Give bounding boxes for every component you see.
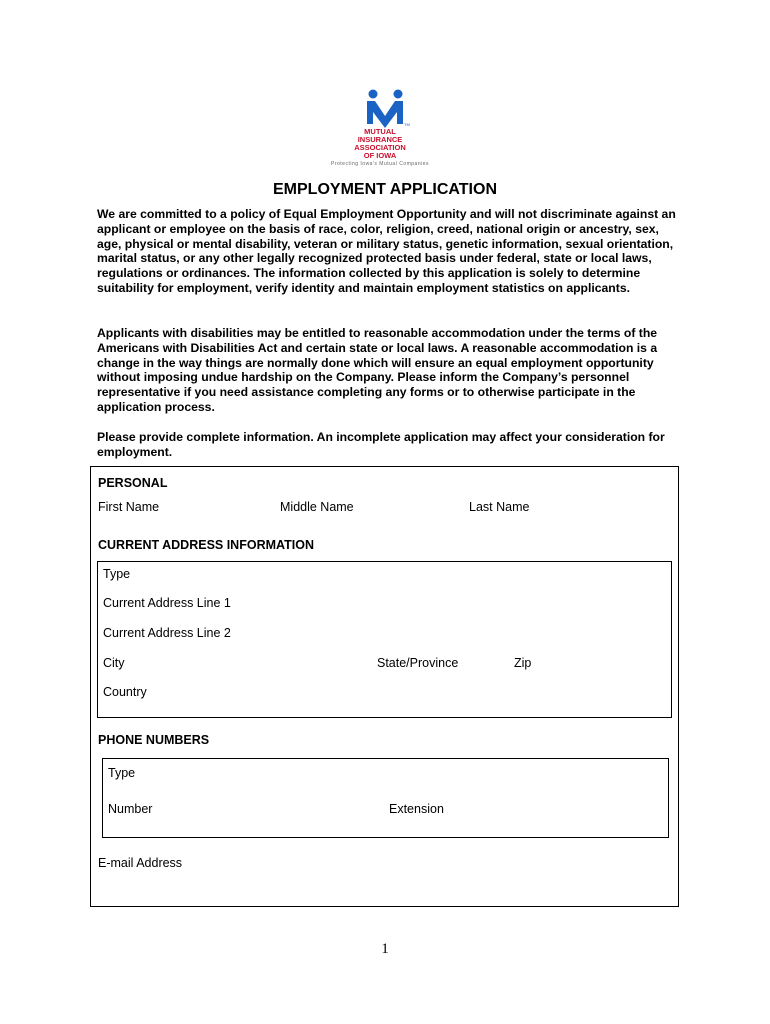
country-field[interactable]: Country xyxy=(103,685,147,699)
page-title: EMPLOYMENT APPLICATION xyxy=(273,181,497,198)
personal-heading: PERSONAL xyxy=(98,476,168,490)
eeo-statement: We are committed to a policy of Equal Employment Opportunity and will not discriminate against an applicant or employee on the basis of race, color, religion, creed, national origin or ancestry, sex, age, physical or mental disability, veteran or military status, genetic information, sexual orientation, marital status, or any other legally recognized protected basis under federal, state or local laws, regulations or ordinances. The information collected by this application is solely to determine suitability for employment, verify identity and maintain employment statistics on applicants. xyxy=(97,207,676,295)
first-name-field[interactable]: First Name xyxy=(98,500,160,514)
address-heading: CURRENT ADDRESS INFORMATION xyxy=(98,538,314,552)
phone-heading: PHONE NUMBERS xyxy=(98,733,210,747)
phone-type-field[interactable]: Type xyxy=(108,766,136,780)
company-logo xyxy=(318,88,442,170)
logo-tagline: Protecting Iowa's Mutual Companies xyxy=(331,161,429,167)
middle-name-field[interactable]: Middle Name xyxy=(280,500,354,514)
completeness-notice: Please provide complete information. An incomplete application may affect your consideration for employment. xyxy=(97,430,665,459)
phone-section xyxy=(102,758,669,838)
address-line1-field[interactable]: Current Address Line 1 xyxy=(103,596,231,610)
logo-line-2: INSURANCE xyxy=(357,135,403,144)
address-line2-field[interactable]: Current Address Line 2 xyxy=(103,626,231,640)
state-field[interactable]: State/Province xyxy=(377,656,459,670)
zip-field[interactable]: Zip xyxy=(514,656,532,670)
ada-statement: Applicants with disabilities may be entitled to reasonable accommodation under the terms of the Americans with Disabilities Act and certain state or local laws. A reasonable accommodation is a change in the way things are normally done which will ensure an equal employment opportunity without imposing undue hardship on the Company. Please inform the Company’s personnel representative if you need assistance completing any forms or to otherwise participate in the application process. xyxy=(97,326,658,414)
page-number: 1 xyxy=(381,941,389,957)
address-type-field[interactable]: Type xyxy=(103,567,131,581)
address-section xyxy=(97,561,672,718)
logo-line-3: ASSOCIATION xyxy=(354,143,406,152)
city-field[interactable]: City xyxy=(103,656,125,670)
phone-extension-field[interactable]: Extension xyxy=(389,802,444,816)
email-field[interactable]: E-mail Address xyxy=(98,856,183,870)
logo-line-4: OF IOWA xyxy=(363,151,397,160)
phone-number-field[interactable]: Number xyxy=(108,802,153,816)
last-name-field[interactable]: Last Name xyxy=(469,500,530,514)
logo-line-1: MUTUAL xyxy=(364,127,396,136)
svg-text:TM: TM xyxy=(404,122,410,127)
application-form xyxy=(90,466,679,907)
